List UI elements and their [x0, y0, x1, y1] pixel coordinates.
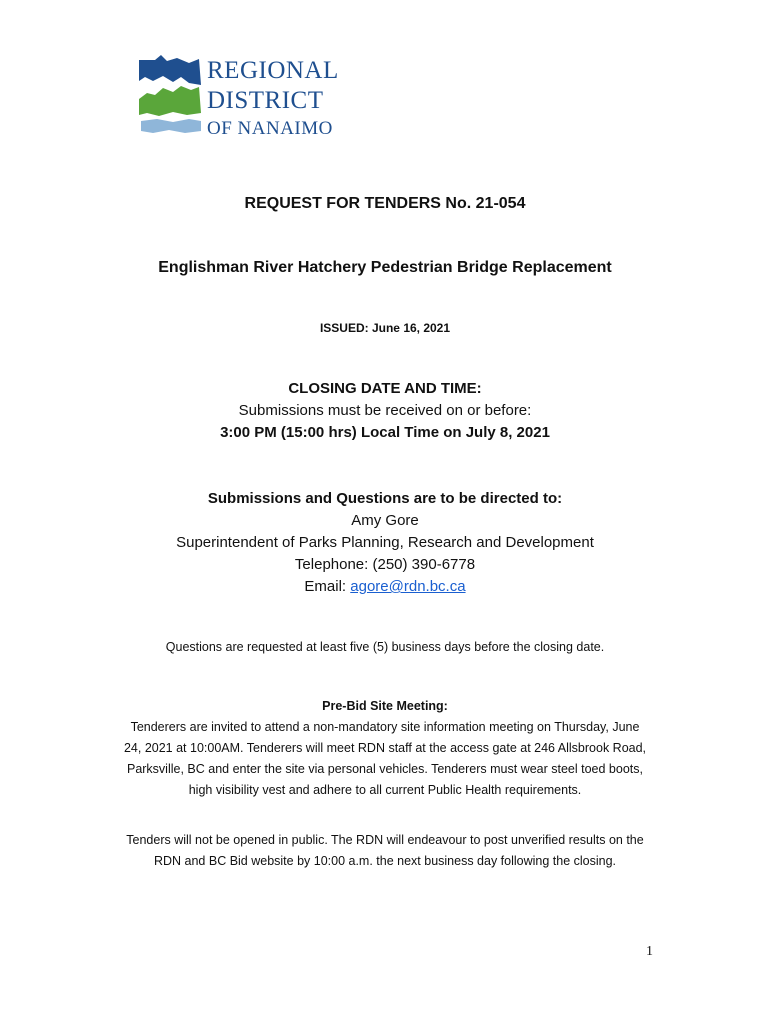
closing-heading: CLOSING DATE AND TIME: [288, 380, 482, 397]
rdn-logo-wordmark [207, 58, 339, 138]
contact-telephone: Telephone: (250) 390-6778 [294, 556, 476, 573]
logo-text-of-nanaimo: OF NANAIMO [207, 118, 333, 139]
email-link[interactable]: agore@rdn.bc.ca [350, 578, 466, 595]
prebid-line-4: high visibility vest and adhere to all current Public Health requirements. [188, 783, 582, 797]
logo-mountain-shape [139, 55, 201, 85]
logo-water-shape [141, 119, 201, 133]
questions-note: Questions are requested at least five (5) business days before the closing date. [165, 640, 605, 654]
closing-deadline: 3:00 PM (15:00 hrs) Local Time on July 8, 2021 [220, 424, 550, 441]
prebid-line-3: Parksville, BC and enter the site via personal vehicles. Tenderers must wear steel toed boots, [126, 762, 643, 776]
prebid-section [0, 696, 770, 801]
contact-name: Amy Gore [351, 512, 419, 529]
logo-text-regional: REGIONAL [207, 57, 339, 84]
closing-line-1: Submissions must be received on or before: [238, 402, 532, 419]
logo-hills-shape [139, 86, 201, 116]
contact-section [0, 488, 770, 598]
opening-line-1: Tenders will not be opened in public. The RDN will endeavour to post unverified results on the [126, 833, 644, 847]
contact-role: Superintendent of Parks Planning, Research and Development [176, 534, 594, 551]
prebid-line-1: Tenderers are invited to attend a non-mandatory site information meeting on Thursday, June [130, 720, 640, 734]
page-number: 1 [646, 944, 653, 959]
opening-note [0, 830, 770, 872]
project-name: Englishman River Hatchery Pedestrian Bridge Replacement [158, 259, 612, 276]
opening-line-2: RDN and BC Bid website by 10:00 a.m. the next business day following the closing. [153, 854, 617, 868]
contact-email-line [0, 576, 770, 598]
logo-text-district: DISTRICT [207, 87, 324, 114]
contact-heading: Submissions and Questions are to be directed to: [207, 490, 563, 507]
closing-section [0, 378, 770, 444]
prebid-line-2: 24, 2021 at 10:00AM. Tenderers will meet RDN staff at the access gate at 246 Allsbrook Road, [123, 741, 647, 755]
issued-date: ISSUED: June 16, 2021 [319, 321, 451, 335]
document-title: REQUEST FOR TENDERS No. 21-054 [244, 195, 526, 212]
email-label: Email: [304, 578, 351, 595]
prebid-heading: Pre-Bid Site Meeting: [322, 699, 448, 713]
